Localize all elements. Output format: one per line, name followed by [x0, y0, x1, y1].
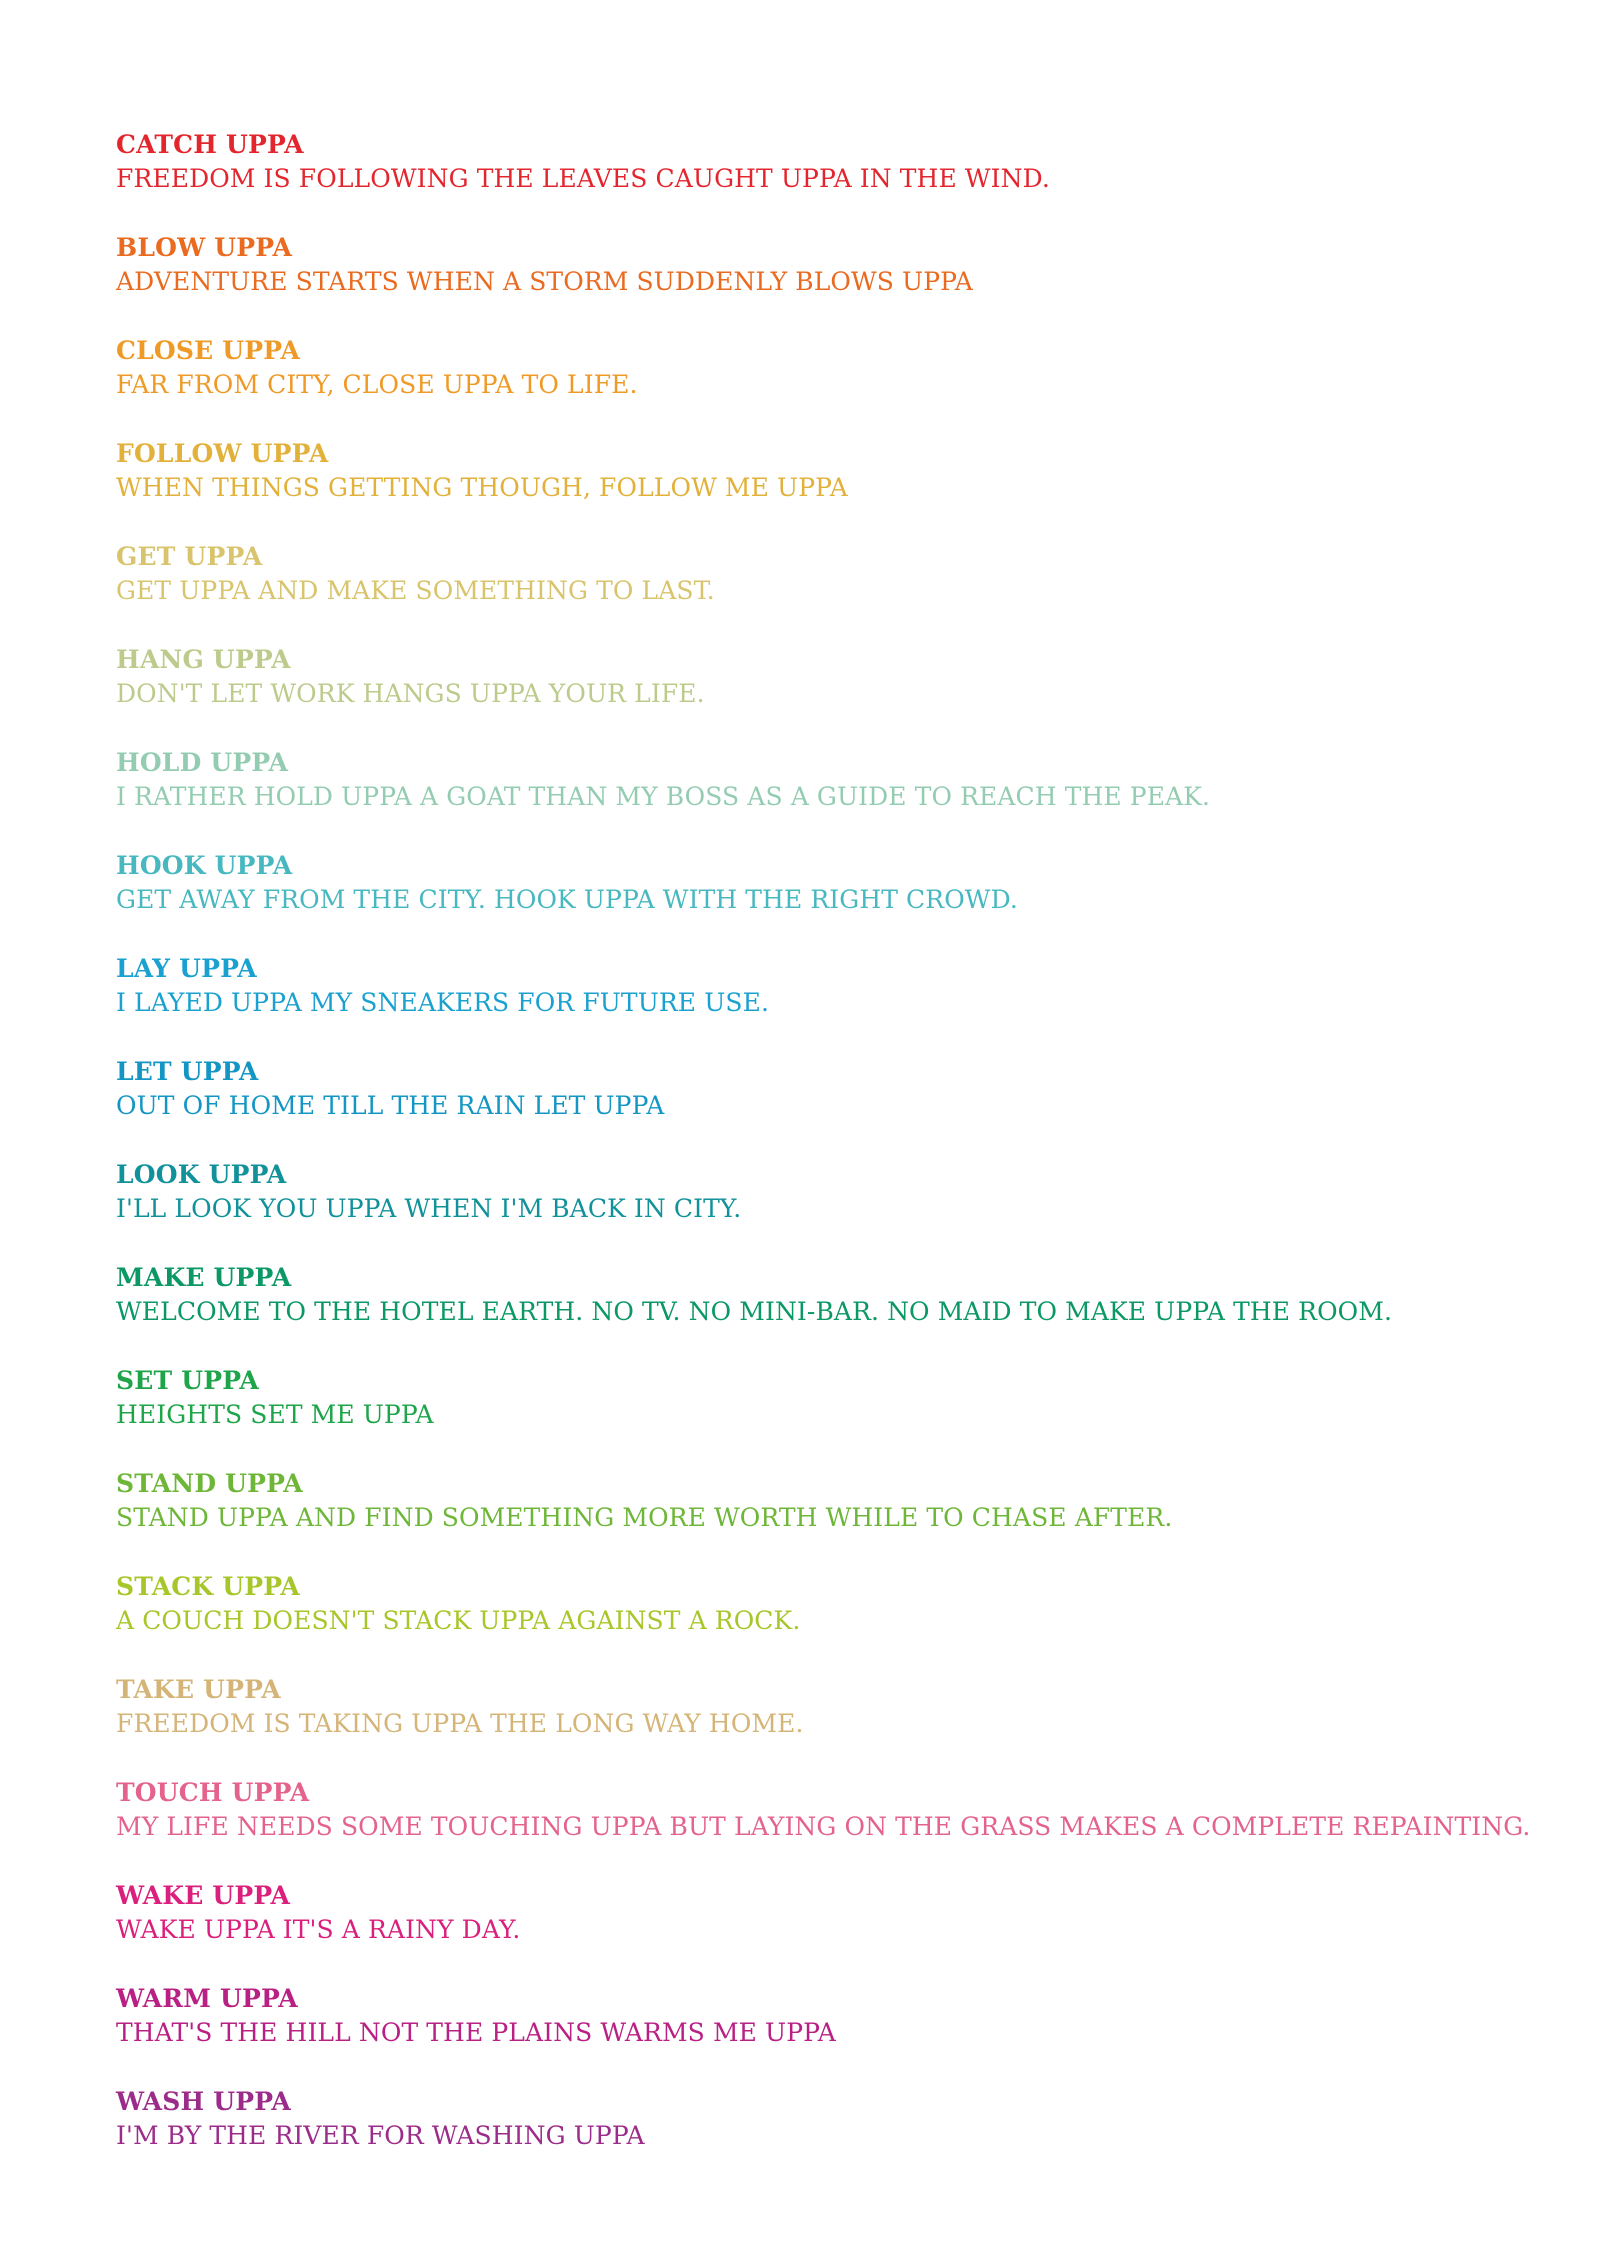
entry-term: MAKE UPPA	[116, 1263, 292, 1292]
entry-sentence: I LAYED UPPA MY SNEAKERS FOR FUTURE USE.	[116, 988, 769, 1017]
entry-item	[116, 952, 1576, 1055]
entry-sentence: I RATHER HOLD UPPA A GOAT THAN MY BOSS AS A GUIDE TO REACH THE PEAK.	[116, 782, 1211, 811]
entry-sentence: ADVENTURE STARTS WHEN A STORM SUDDENLY BLOWS UPPA	[116, 267, 973, 296]
entry-term: TOUCH UPPA	[116, 1778, 310, 1807]
entry-sentence: THAT'S THE HILL NOT THE PLAINS WARMS ME UPPA	[116, 2018, 836, 2047]
entry-sentence: FREEDOM IS FOLLOWING THE LEAVES CAUGHT UPPA IN THE WIND.	[116, 164, 1050, 193]
entry-item	[116, 128, 1576, 231]
entry-sentence: WHEN THINGS GETTING THOUGH, FOLLOW ME UPPA	[116, 473, 848, 502]
entry-item	[116, 643, 1576, 746]
entry-term: WAKE UPPA	[116, 1881, 291, 1910]
entry-sentence: GET AWAY FROM THE CITY. HOOK UPPA WITH THE RIGHT CROWD.	[116, 885, 1018, 914]
entry-sentence: WELCOME TO THE HOTEL EARTH. NO TV. NO MINI-BAR. NO MAID TO MAKE UPPA THE ROOM.	[116, 1297, 1393, 1326]
entry-item	[116, 1673, 1576, 1776]
entry-term: HOLD UPPA	[116, 748, 289, 777]
entry-term: STAND UPPA	[116, 1469, 303, 1498]
entry-term: WASH UPPA	[116, 2087, 292, 2116]
entry-item	[116, 2085, 1576, 2188]
entry-item	[116, 1982, 1576, 2085]
entry-term: STACK UPPA	[116, 1572, 300, 1601]
entry-sentence: DON'T LET WORK HANGS UPPA YOUR LIFE.	[116, 679, 705, 708]
entry-sentence: STAND UPPA AND FIND SOMETHING MORE WORTH WHILE TO CHASE AFTER.	[116, 1503, 1173, 1532]
entry-item	[116, 1364, 1576, 1467]
entry-item	[116, 1055, 1576, 1158]
entry-item	[116, 540, 1576, 643]
entry-term: SET UPPA	[116, 1366, 259, 1395]
entry-term: WARM UPPA	[116, 1984, 298, 2013]
entry-term: LET UPPA	[116, 1057, 259, 1086]
entry-term: TAKE UPPA	[116, 1675, 281, 1704]
entry-term: CATCH UPPA	[116, 130, 304, 159]
entry-term: LAY UPPA	[116, 954, 257, 983]
entry-item	[116, 334, 1576, 437]
entry-item	[116, 231, 1576, 334]
entry-sentence: GET UPPA AND MAKE SOMETHING TO LAST.	[116, 576, 715, 605]
entry-item	[116, 746, 1576, 849]
entry-term: LOOK UPPA	[116, 1160, 287, 1189]
entry-sentence: I'LL LOOK YOU UPPA WHEN I'M BACK IN CITY.	[116, 1194, 742, 1223]
entry-term: FOLLOW UPPA	[116, 439, 329, 468]
entry-item	[116, 1570, 1576, 1673]
entry-list	[116, 128, 1576, 2188]
entry-item	[116, 849, 1576, 952]
entry-item	[116, 1879, 1576, 1982]
entry-sentence: MY LIFE NEEDS SOME TOUCHING UPPA BUT LAYING ON THE GRASS MAKES A COMPLETE REPAINTING.	[116, 1812, 1531, 1841]
entry-item	[116, 1467, 1576, 1570]
entry-term: HOOK UPPA	[116, 851, 293, 880]
entry-sentence: I'M BY THE RIVER FOR WASHING UPPA	[116, 2121, 645, 2150]
entry-sentence: WAKE UPPA IT'S A RAINY DAY.	[116, 1915, 521, 1944]
entry-term: BLOW UPPA	[116, 233, 293, 262]
entry-term: CLOSE UPPA	[116, 336, 301, 365]
entry-sentence: A COUCH DOESN'T STACK UPPA AGAINST A ROCK.	[116, 1606, 801, 1635]
entry-item	[116, 1261, 1576, 1364]
entry-item	[116, 1776, 1576, 1879]
entry-term: GET UPPA	[116, 542, 263, 571]
entry-item	[116, 1158, 1576, 1261]
entry-item	[116, 437, 1576, 540]
entry-sentence: HEIGHTS SET ME UPPA	[116, 1400, 434, 1429]
entry-sentence: FAR FROM CITY, CLOSE UPPA TO LIFE.	[116, 370, 638, 399]
entry-sentence: FREEDOM IS TAKING UPPA THE LONG WAY HOME.	[116, 1709, 804, 1738]
entry-term: HANG UPPA	[116, 645, 291, 674]
entry-sentence: OUT OF HOME TILL THE RAIN LET UPPA	[116, 1091, 665, 1120]
